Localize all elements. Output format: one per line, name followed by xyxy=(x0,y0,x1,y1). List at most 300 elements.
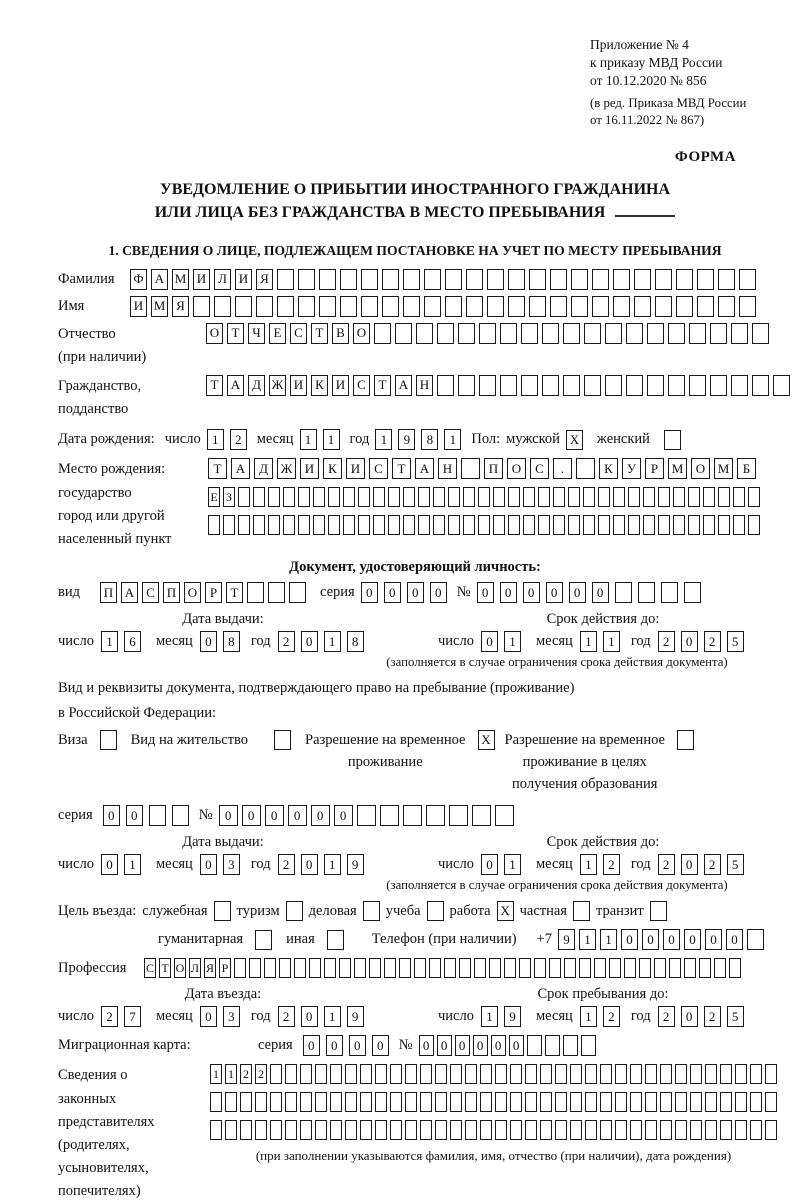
form-cell[interactable] xyxy=(658,487,670,507)
form-cell[interactable] xyxy=(630,1092,642,1112)
form-cell[interactable] xyxy=(450,1064,462,1084)
form-cell[interactable]: И xyxy=(300,458,319,479)
form-cell[interactable]: 0 xyxy=(200,854,217,875)
form-cell[interactable]: Р xyxy=(205,582,222,603)
form-cell[interactable] xyxy=(264,958,276,978)
form-cell[interactable] xyxy=(613,269,630,290)
form-cell[interactable]: Т xyxy=(392,458,411,479)
form-cell[interactable] xyxy=(249,958,261,978)
form-cell[interactable] xyxy=(388,487,400,507)
birth-year-boxes[interactable] xyxy=(375,429,461,450)
form-cell[interactable] xyxy=(384,958,396,978)
form-cell[interactable] xyxy=(300,1092,312,1112)
form-cell[interactable] xyxy=(285,1120,297,1140)
form-cell[interactable]: О xyxy=(691,458,710,479)
form-cell[interactable]: К xyxy=(599,458,618,479)
form-cell[interactable] xyxy=(647,375,664,396)
form-cell[interactable]: З xyxy=(223,487,235,507)
form-cell[interactable]: 9 xyxy=(558,929,575,950)
form-cell[interactable]: 0 xyxy=(681,1006,698,1027)
birth-month-boxes[interactable] xyxy=(300,429,340,450)
form-cell[interactable] xyxy=(403,487,415,507)
birth-place-row-2[interactable] xyxy=(208,487,760,507)
form-cell[interactable] xyxy=(405,1120,417,1140)
form-cell[interactable]: 2 xyxy=(255,1064,267,1084)
form-cell[interactable] xyxy=(729,958,741,978)
form-cell[interactable] xyxy=(668,375,685,396)
form-cell[interactable] xyxy=(592,269,609,290)
form-cell[interactable] xyxy=(643,515,655,535)
form-cell[interactable] xyxy=(605,323,622,344)
form-cell[interactable] xyxy=(747,929,764,950)
form-cell[interactable] xyxy=(495,1120,507,1140)
form-cell[interactable] xyxy=(234,958,246,978)
form-cell[interactable]: Ж xyxy=(269,375,286,396)
form-cell[interactable] xyxy=(315,1064,327,1084)
form-cell[interactable]: 1 xyxy=(207,429,224,450)
form-cell[interactable] xyxy=(388,515,400,535)
form-cell[interactable] xyxy=(466,269,483,290)
form-cell[interactable]: Л xyxy=(189,958,201,978)
form-cell[interactable]: А xyxy=(395,375,412,396)
doc-type-boxes[interactable] xyxy=(100,582,306,603)
form-cell[interactable] xyxy=(735,1064,747,1084)
form-cell[interactable]: 1 xyxy=(225,1064,237,1084)
form-cell[interactable]: А xyxy=(231,458,250,479)
purpose-private-checkbox[interactable] xyxy=(573,901,590,921)
form-cell[interactable] xyxy=(487,296,504,317)
form-cell[interactable] xyxy=(645,1064,657,1084)
form-cell[interactable] xyxy=(380,805,399,826)
form-cell[interactable] xyxy=(661,582,678,603)
form-cell[interactable]: 0 xyxy=(621,929,638,950)
form-cell[interactable]: 0 xyxy=(473,1035,488,1056)
form-cell[interactable] xyxy=(705,1064,717,1084)
birth-day-boxes[interactable] xyxy=(207,429,247,450)
form-cell[interactable] xyxy=(718,269,735,290)
form-cell[interactable] xyxy=(253,487,265,507)
form-cell[interactable] xyxy=(600,1064,612,1084)
form-cell[interactable] xyxy=(613,296,630,317)
form-cell[interactable]: 1 xyxy=(579,929,596,950)
form-cell[interactable] xyxy=(390,1120,402,1140)
form-cell[interactable]: 8 xyxy=(223,631,240,652)
form-cell[interactable] xyxy=(358,487,370,507)
form-cell[interactable]: 0 xyxy=(407,582,424,603)
form-cell[interactable] xyxy=(645,1120,657,1140)
form-cell[interactable] xyxy=(420,1120,432,1140)
form-cell[interactable]: Н xyxy=(416,375,433,396)
form-cell[interactable]: 0 xyxy=(334,805,353,826)
form-cell[interactable] xyxy=(480,1064,492,1084)
form-cell[interactable] xyxy=(480,1120,492,1140)
form-cell[interactable]: О xyxy=(353,323,370,344)
form-cell[interactable]: 1 xyxy=(375,429,392,450)
form-cell[interactable] xyxy=(673,515,685,535)
form-cell[interactable]: Я xyxy=(172,296,189,317)
stay-month[interactable] xyxy=(580,1006,620,1027)
form-cell[interactable] xyxy=(510,1064,522,1084)
residence-seria-boxes[interactable] xyxy=(103,805,189,826)
form-cell[interactable] xyxy=(465,1064,477,1084)
form-cell[interactable] xyxy=(465,1092,477,1112)
form-cell[interactable]: Ж xyxy=(277,458,296,479)
form-cell[interactable]: 1 xyxy=(323,429,340,450)
form-cell[interactable]: 0 xyxy=(681,854,698,875)
form-cell[interactable] xyxy=(752,323,769,344)
form-cell[interactable] xyxy=(563,1035,578,1056)
form-cell[interactable]: 0 xyxy=(546,582,563,603)
form-cell[interactable] xyxy=(500,323,517,344)
form-cell[interactable] xyxy=(487,269,504,290)
form-cell[interactable]: 0 xyxy=(242,805,261,826)
form-cell[interactable] xyxy=(375,1120,387,1140)
form-cell[interactable] xyxy=(584,375,601,396)
form-cell[interactable] xyxy=(466,296,483,317)
form-cell[interactable] xyxy=(214,296,231,317)
form-cell[interactable] xyxy=(360,1092,372,1112)
form-cell[interactable]: Ч xyxy=(248,323,265,344)
entry-year[interactable] xyxy=(278,1006,364,1027)
form-cell[interactable] xyxy=(714,958,726,978)
form-cell[interactable] xyxy=(390,1064,402,1084)
form-cell[interactable]: 1 xyxy=(444,429,461,450)
form-cell[interactable] xyxy=(369,958,381,978)
form-cell[interactable] xyxy=(553,487,565,507)
form-cell[interactable] xyxy=(594,958,606,978)
form-cell[interactable] xyxy=(527,1035,542,1056)
form-cell[interactable] xyxy=(240,1092,252,1112)
form-cell[interactable] xyxy=(319,296,336,317)
form-cell[interactable]: Л xyxy=(214,269,231,290)
entry-day[interactable] xyxy=(101,1006,141,1027)
form-cell[interactable]: 1 xyxy=(600,929,617,950)
form-cell[interactable] xyxy=(773,375,790,396)
form-cell[interactable] xyxy=(615,1064,627,1084)
form-cell[interactable]: 2 xyxy=(704,1006,721,1027)
form-cell[interactable]: 0 xyxy=(509,1035,524,1056)
form-cell[interactable] xyxy=(538,487,550,507)
form-cell[interactable]: О xyxy=(507,458,526,479)
form-cell[interactable] xyxy=(235,296,252,317)
form-cell[interactable] xyxy=(361,269,378,290)
form-cell[interactable] xyxy=(354,958,366,978)
form-cell[interactable]: О xyxy=(206,323,223,344)
form-cell[interactable] xyxy=(703,487,715,507)
form-cell[interactable] xyxy=(563,375,580,396)
form-cell[interactable] xyxy=(508,269,525,290)
form-cell[interactable]: 1 xyxy=(603,631,620,652)
form-cell[interactable] xyxy=(699,958,711,978)
form-cell[interactable] xyxy=(684,582,701,603)
form-cell[interactable] xyxy=(382,269,399,290)
form-cell[interactable] xyxy=(718,515,730,535)
form-cell[interactable]: 2 xyxy=(240,1064,252,1084)
form-cell[interactable] xyxy=(555,1092,567,1112)
form-cell[interactable] xyxy=(463,515,475,535)
form-cell[interactable] xyxy=(705,1092,717,1112)
purpose-tourism-checkbox[interactable] xyxy=(286,901,303,921)
form-cell[interactable] xyxy=(480,1092,492,1112)
form-cell[interactable] xyxy=(735,1120,747,1140)
purpose-work-checkbox[interactable]: X xyxy=(497,901,514,921)
form-cell[interactable] xyxy=(598,515,610,535)
form-cell[interactable] xyxy=(268,515,280,535)
form-cell[interactable]: 9 xyxy=(347,854,364,875)
form-cell[interactable] xyxy=(523,515,535,535)
form-cell[interactable] xyxy=(765,1092,777,1112)
form-cell[interactable] xyxy=(330,1064,342,1084)
form-cell[interactable] xyxy=(628,487,640,507)
form-cell[interactable] xyxy=(765,1064,777,1084)
form-cell[interactable]: И xyxy=(332,375,349,396)
form-cell[interactable] xyxy=(495,1092,507,1112)
form-cell[interactable] xyxy=(634,296,651,317)
form-cell[interactable] xyxy=(521,323,538,344)
form-cell[interactable] xyxy=(450,1120,462,1140)
form-cell[interactable] xyxy=(689,323,706,344)
migration-seria-boxes[interactable] xyxy=(303,1035,389,1056)
purpose-study-checkbox[interactable] xyxy=(427,901,444,921)
form-cell[interactable] xyxy=(504,958,516,978)
form-cell[interactable] xyxy=(654,958,666,978)
form-cell[interactable] xyxy=(538,515,550,535)
stay-day[interactable] xyxy=(481,1006,521,1027)
form-cell[interactable] xyxy=(298,515,310,535)
form-cell[interactable]: 3 xyxy=(223,1006,240,1027)
form-cell[interactable] xyxy=(416,323,433,344)
form-cell[interactable] xyxy=(345,1120,357,1140)
form-cell[interactable] xyxy=(285,1092,297,1112)
form-cell[interactable] xyxy=(478,515,490,535)
form-cell[interactable]: 1 xyxy=(504,631,521,652)
form-cell[interactable] xyxy=(418,487,430,507)
form-cell[interactable]: 0 xyxy=(642,929,659,950)
form-cell[interactable]: 0 xyxy=(455,1035,470,1056)
form-cell[interactable]: 0 xyxy=(491,1035,506,1056)
form-cell[interactable]: 1 xyxy=(300,429,317,450)
form-cell[interactable]: Т xyxy=(311,323,328,344)
form-cell[interactable] xyxy=(459,958,471,978)
form-cell[interactable]: 2 xyxy=(101,1006,118,1027)
form-cell[interactable]: И xyxy=(235,269,252,290)
form-cell[interactable] xyxy=(525,1064,537,1084)
form-cell[interactable] xyxy=(733,487,745,507)
form-cell[interactable]: О xyxy=(184,582,201,603)
form-cell[interactable] xyxy=(634,269,651,290)
form-cell[interactable] xyxy=(238,487,250,507)
form-cell[interactable] xyxy=(752,375,769,396)
form-cell[interactable] xyxy=(210,1092,222,1112)
form-cell[interactable] xyxy=(414,958,426,978)
form-cell[interactable]: 3 xyxy=(223,854,240,875)
residence-valid-year[interactable] xyxy=(658,854,744,875)
form-cell[interactable] xyxy=(340,269,357,290)
form-cell[interactable] xyxy=(345,1064,357,1084)
purpose-business-checkbox[interactable] xyxy=(363,901,380,921)
residence-valid-month[interactable] xyxy=(580,854,620,875)
form-cell[interactable]: 7 xyxy=(124,1006,141,1027)
form-cell[interactable] xyxy=(458,375,475,396)
form-cell[interactable] xyxy=(403,269,420,290)
purpose-other-checkbox[interactable] xyxy=(327,930,344,950)
form-cell[interactable]: 1 xyxy=(101,631,118,652)
form-cell[interactable] xyxy=(390,1092,402,1112)
form-cell[interactable]: Е xyxy=(269,323,286,344)
form-cell[interactable]: Я xyxy=(256,269,273,290)
form-cell[interactable] xyxy=(210,1120,222,1140)
form-cell[interactable] xyxy=(624,958,636,978)
form-cell[interactable] xyxy=(615,582,632,603)
form-cell[interactable] xyxy=(508,296,525,317)
migration-number-boxes[interactable] xyxy=(419,1035,596,1056)
form-cell[interactable] xyxy=(592,296,609,317)
form-cell[interactable]: А xyxy=(151,269,168,290)
form-cell[interactable]: 0 xyxy=(200,1006,217,1027)
form-cell[interactable] xyxy=(658,515,670,535)
name-boxes[interactable] xyxy=(130,296,756,317)
form-cell[interactable] xyxy=(433,487,445,507)
form-cell[interactable]: 0 xyxy=(384,582,401,603)
form-cell[interactable]: Ф xyxy=(130,269,147,290)
form-cell[interactable] xyxy=(739,296,756,317)
form-cell[interactable] xyxy=(340,296,357,317)
form-cell[interactable] xyxy=(579,958,591,978)
form-cell[interactable] xyxy=(270,1120,282,1140)
form-cell[interactable]: А xyxy=(121,582,138,603)
form-cell[interactable] xyxy=(585,1120,597,1140)
form-cell[interactable] xyxy=(639,958,651,978)
form-cell[interactable] xyxy=(474,958,486,978)
form-cell[interactable] xyxy=(765,1120,777,1140)
form-cell[interactable] xyxy=(555,1120,567,1140)
form-cell[interactable] xyxy=(330,1092,342,1112)
form-cell[interactable] xyxy=(424,269,441,290)
form-cell[interactable] xyxy=(523,487,535,507)
form-cell[interactable] xyxy=(375,1092,387,1112)
form-cell[interactable]: 8 xyxy=(421,429,438,450)
form-cell[interactable] xyxy=(373,515,385,535)
form-cell[interactable] xyxy=(463,487,475,507)
form-cell[interactable] xyxy=(660,1092,672,1112)
form-cell[interactable] xyxy=(583,487,595,507)
form-cell[interactable] xyxy=(345,1092,357,1112)
form-cell[interactable] xyxy=(420,1064,432,1084)
form-cell[interactable] xyxy=(549,958,561,978)
form-cell[interactable]: 0 xyxy=(481,854,498,875)
form-cell[interactable]: 2 xyxy=(278,631,295,652)
form-cell[interactable]: 0 xyxy=(372,1035,389,1056)
form-cell[interactable] xyxy=(508,487,520,507)
residence-permit-checkbox[interactable] xyxy=(274,730,291,750)
form-cell[interactable]: . xyxy=(553,458,572,479)
form-cell[interactable]: 1 xyxy=(324,854,341,875)
entry-month[interactable] xyxy=(200,1006,240,1027)
form-cell[interactable] xyxy=(739,269,756,290)
form-cell[interactable] xyxy=(570,1120,582,1140)
form-cell[interactable] xyxy=(525,1120,537,1140)
form-cell[interactable] xyxy=(571,296,588,317)
form-cell[interactable] xyxy=(585,1064,597,1084)
form-cell[interactable] xyxy=(735,1092,747,1112)
form-cell[interactable]: Р xyxy=(219,958,231,978)
passport-issue-day[interactable] xyxy=(101,631,141,652)
form-cell[interactable] xyxy=(576,458,595,479)
form-cell[interactable] xyxy=(585,1092,597,1112)
form-cell[interactable]: И xyxy=(290,375,307,396)
form-cell[interactable] xyxy=(750,1120,762,1140)
passport-issue-year[interactable] xyxy=(278,631,364,652)
form-cell[interactable]: 0 xyxy=(265,805,284,826)
form-cell[interactable] xyxy=(720,1064,732,1084)
form-cell[interactable] xyxy=(268,582,285,603)
form-cell[interactable] xyxy=(500,375,517,396)
representatives-row-1[interactable] xyxy=(210,1064,777,1084)
form-cell[interactable]: 0 xyxy=(430,582,447,603)
form-cell[interactable] xyxy=(605,375,622,396)
form-cell[interactable] xyxy=(568,487,580,507)
form-cell[interactable] xyxy=(584,323,601,344)
form-cell[interactable]: 0 xyxy=(101,854,118,875)
form-cell[interactable]: А xyxy=(227,375,244,396)
form-cell[interactable]: 0 xyxy=(705,929,722,950)
form-cell[interactable] xyxy=(684,958,696,978)
form-cell[interactable] xyxy=(268,487,280,507)
form-cell[interactable] xyxy=(298,296,315,317)
form-cell[interactable] xyxy=(660,1064,672,1084)
form-cell[interactable] xyxy=(626,375,643,396)
form-cell[interactable] xyxy=(630,1120,642,1140)
form-cell[interactable] xyxy=(255,1092,267,1112)
form-cell[interactable]: 0 xyxy=(684,929,701,950)
form-cell[interactable] xyxy=(647,323,664,344)
form-cell[interactable] xyxy=(361,296,378,317)
form-cell[interactable]: 2 xyxy=(658,854,675,875)
form-cell[interactable] xyxy=(208,515,220,535)
form-cell[interactable] xyxy=(521,375,538,396)
form-cell[interactable] xyxy=(279,958,291,978)
form-cell[interactable] xyxy=(550,296,567,317)
residence-issue-month[interactable] xyxy=(200,854,240,875)
form-cell[interactable]: С xyxy=(290,323,307,344)
form-cell[interactable]: 9 xyxy=(398,429,415,450)
form-cell[interactable] xyxy=(461,458,480,479)
form-cell[interactable]: К xyxy=(311,375,328,396)
form-cell[interactable]: Н xyxy=(438,458,457,479)
form-cell[interactable] xyxy=(563,323,580,344)
form-cell[interactable]: 1 xyxy=(580,854,597,875)
form-cell[interactable] xyxy=(405,1092,417,1112)
form-cell[interactable] xyxy=(465,1120,477,1140)
residence-issue-day[interactable] xyxy=(101,854,141,875)
form-cell[interactable]: Я xyxy=(204,958,216,978)
form-cell[interactable] xyxy=(690,1064,702,1084)
form-cell[interactable] xyxy=(223,515,235,535)
form-cell[interactable] xyxy=(571,269,588,290)
form-cell[interactable]: 1 xyxy=(580,631,597,652)
form-cell[interactable] xyxy=(570,1092,582,1112)
form-cell[interactable] xyxy=(339,958,351,978)
form-cell[interactable]: И xyxy=(346,458,365,479)
form-cell[interactable] xyxy=(270,1092,282,1112)
representatives-row-2[interactable] xyxy=(210,1092,777,1112)
doc-number-boxes[interactable] xyxy=(477,582,701,603)
form-cell[interactable] xyxy=(448,487,460,507)
form-cell[interactable] xyxy=(435,1092,447,1112)
form-cell[interactable] xyxy=(445,296,462,317)
form-cell[interactable] xyxy=(270,1064,282,1084)
form-cell[interactable] xyxy=(675,1120,687,1140)
